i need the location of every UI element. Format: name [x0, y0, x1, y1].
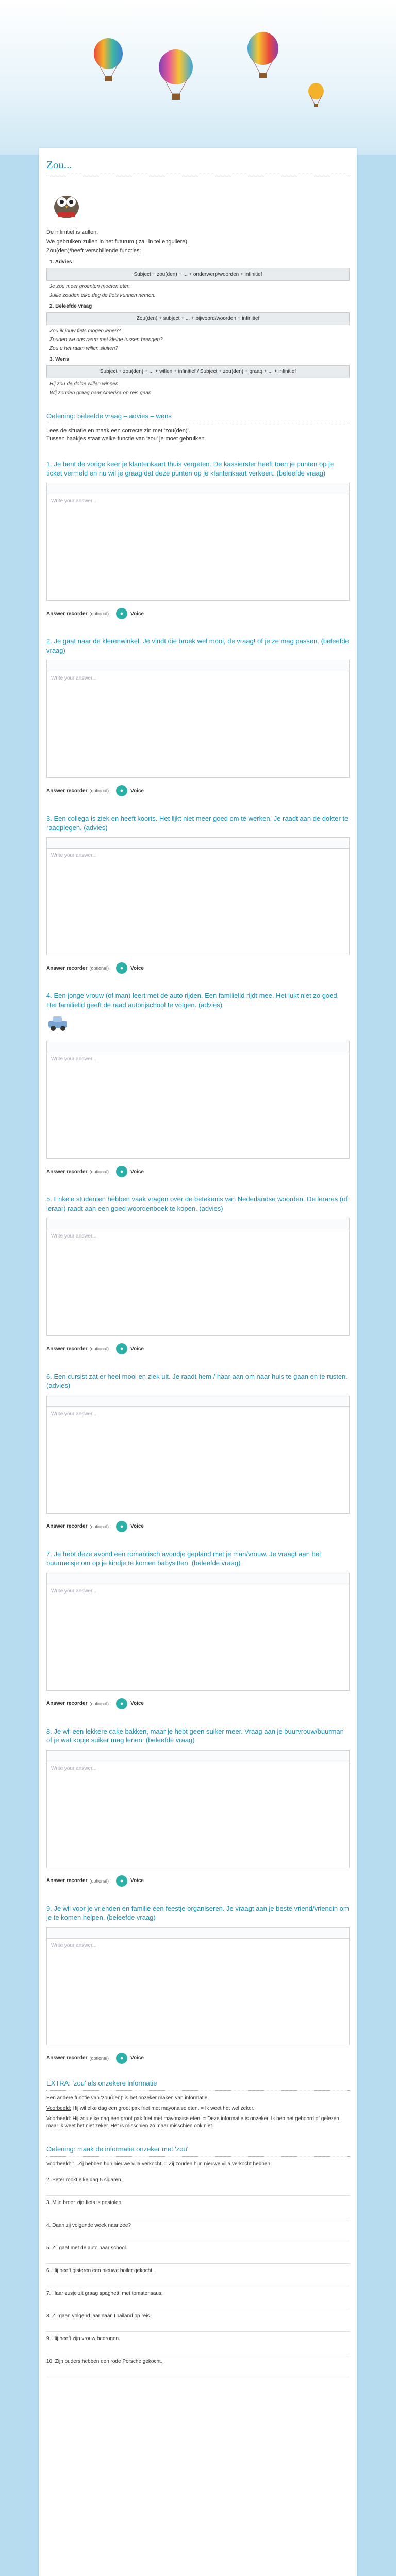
- answer-recorder: [46, 1166, 350, 1177]
- hot-air-balloon-icon: [158, 49, 194, 111]
- editor-toolbar[interactable]: [46, 1396, 350, 1406]
- answer-field[interactable]: Write your answer...: [46, 1938, 350, 2045]
- question-block: [46, 1727, 350, 1887]
- question-text: 2. Je gaat naar de klerenwinkel. Je vindt die broek wel mooi, de vraag! of je ze mag passen. (beleefde vraag): [46, 637, 349, 654]
- list-item[interactable]: [46, 2332, 350, 2354]
- list-item-text: 5. Zij gaat met de auto naar school.: [46, 2245, 127, 2251]
- question-text: 1. Je bent de vorige keer je klantenkaart thuis vergeten. De kassierster heeft toen je punten op je ticket vermeld en nu wil je graag dat deze punten op je klantenkaart verkeert. (beleefde vraag): [46, 460, 334, 477]
- question-text: 8. Je wil een lekkere cake bakken, maar je hebt geen suiker meer. Vraag aan je buurvrouw/buurman of je wat kopje suiker mag lenen. (beleefde vraag): [46, 1727, 344, 1744]
- exercise-instruction: Lees de situatie en maak een correcte zin met 'zou(den)'.: [46, 428, 190, 434]
- editor-toolbar[interactable]: [46, 1218, 350, 1229]
- editor-toolbar[interactable]: [46, 837, 350, 848]
- list-item-text: 6. Hij heeft gisteren een nieuwe boiler gekocht.: [46, 2267, 154, 2274]
- formula-box: Subject + zou(den) + ... + willen + infinitief / Subject + zou(den) + graag + ... + infinitief: [46, 365, 350, 378]
- answer-field[interactable]: Write your answer...: [46, 1229, 350, 1336]
- answer-recorder: [46, 1875, 350, 1887]
- recorder-optional: (optional): [89, 965, 109, 971]
- microphone-icon[interactable]: ●: [116, 2053, 127, 2064]
- question-text: 7. Je hebt deze avond een romantisch avondje gepland met je man/vrouw. Je vraagt aan het buurmeisje om op je kindje te komen babysitten. (beleefde vraag): [46, 1550, 321, 1567]
- answer-field[interactable]: Write your answer...: [46, 494, 350, 601]
- recorder-label: Answer recorder: [46, 1878, 88, 1884]
- voice-label: Voice: [130, 611, 144, 617]
- editor-toolbar[interactable]: [46, 483, 350, 494]
- microphone-icon[interactable]: ●: [116, 1698, 127, 1709]
- recorder-label: Answer recorder: [46, 2055, 88, 2061]
- use-advice-heading: 1. Advies: [50, 259, 72, 265]
- voice-label: Voice: [130, 1346, 144, 1352]
- answer-recorder: [46, 1698, 350, 1709]
- microphone-icon[interactable]: ●: [116, 785, 127, 796]
- hot-air-balloon-icon: [93, 38, 124, 90]
- question-block: [46, 1195, 350, 1354]
- example-sentence: Hij zou de dolce willen winnen.: [50, 381, 120, 387]
- exercise2-title: Oefening: maak de informatie onzeker met 'zou': [46, 2142, 350, 2157]
- question-block: [46, 637, 350, 796]
- recorder-label: Answer recorder: [46, 1168, 88, 1175]
- answer-field[interactable]: Write your answer...: [46, 1761, 350, 1868]
- list-item[interactable]: [46, 2264, 350, 2286]
- question-block: [46, 991, 350, 1177]
- list-item-text: 3. Mijn broer zijn fiets is gestolen.: [46, 2199, 123, 2206]
- recorder-optional: (optional): [89, 1346, 109, 1352]
- question-text: 9. Je wil voor je vrienden en familie een feestje organiseren. Je vraagt aan je beste vriend/vriendin om je te komen helpen. (beleefde vraag): [46, 1904, 349, 1922]
- microphone-icon[interactable]: ●: [116, 608, 127, 619]
- answer-recorder: [46, 962, 350, 974]
- list-item[interactable]: [46, 2218, 350, 2241]
- list-item-text: 10. Zijn ouders hebben een rode Porsche gekocht.: [46, 2358, 162, 2364]
- exercise2-list: [46, 2173, 350, 2377]
- editor-toolbar[interactable]: [46, 1750, 350, 1761]
- use-polite-question-heading: 2. Beleefde vraag: [50, 303, 92, 309]
- voice-label: Voice: [130, 788, 144, 794]
- owl-mascot-icon: [48, 187, 85, 221]
- page-title: Zou...: [46, 157, 350, 177]
- editor-toolbar[interactable]: [46, 1927, 350, 1938]
- voice-label: Voice: [130, 1701, 144, 1707]
- example-text: Hij zou elke dag een groot pak friet met mayonaise eten. = Deze informatie is onzeker. Ik heb het gehoord of gelezen, maar ik weet het niet zeker. Het is misschien zo maar misschien ook niet.: [46, 2115, 341, 2129]
- recorder-label: Answer recorder: [46, 965, 88, 971]
- exercise-instruction: Tussen haakjes staat welke functie van 'zou' je moet gebruiken.: [46, 436, 206, 442]
- list-item-text: 7. Haar zusje zit graag spaghetti met tomatensaus.: [46, 2290, 163, 2296]
- recorder-label: Answer recorder: [46, 788, 88, 794]
- recorder-optional: (optional): [89, 2055, 109, 2061]
- answer-recorder: [46, 2053, 350, 2064]
- answer-field[interactable]: Write your answer...: [46, 1406, 350, 1514]
- extra-example: [46, 2105, 350, 2112]
- formula-box: Zou(den) + subject + ... + bijwoord/woorden + infinitief: [46, 312, 350, 325]
- list-item-text: 8. Zij gaan volgend jaar naar Thailand op reis.: [46, 2313, 152, 2319]
- list-item-text: 9. Hij heeft zijn vrouw bedrogen.: [46, 2335, 120, 2342]
- question-block: [46, 460, 350, 619]
- answer-field[interactable]: Write your answer...: [46, 1584, 350, 1691]
- answer-field[interactable]: Write your answer...: [46, 848, 350, 955]
- use-wish-heading: 3. Wens: [50, 357, 69, 362]
- microphone-icon[interactable]: ●: [116, 1343, 127, 1354]
- editor-toolbar[interactable]: [46, 1041, 350, 1052]
- question-block: [46, 1550, 350, 1709]
- voice-label: Voice: [130, 965, 144, 971]
- answer-recorder: [46, 608, 350, 619]
- answer-recorder: [46, 1343, 350, 1354]
- formula-box: Subject + zou(den) + ... + onderwerp/woorden + infinitief: [46, 268, 350, 281]
- question-block: [46, 1372, 350, 1532]
- answer-recorder: [46, 1521, 350, 1532]
- example-text: Hij wil elke dag een groot pak friet met mayonaise eten. = Ik weet het wel zeker.: [72, 2105, 255, 2111]
- extra-paragraph: Een andere functie van 'zou(den)' is het onzeker maken van informatie.: [46, 2095, 209, 2101]
- recorder-optional: (optional): [89, 1878, 109, 1884]
- content-sheet: [39, 148, 357, 2576]
- microphone-icon[interactable]: ●: [116, 962, 127, 974]
- car-illustration-icon: [46, 1012, 69, 1033]
- microphone-icon[interactable]: ●: [116, 1521, 127, 1532]
- recorder-label: Answer recorder: [46, 1346, 88, 1352]
- microphone-icon[interactable]: ●: [116, 1875, 127, 1887]
- example-sentence: Wij zouden graag naar Amerika op reis gaan.: [50, 390, 153, 396]
- hot-air-balloon-icon: [307, 82, 325, 111]
- example-sentence: Zou u het raam willen sluiten?: [50, 346, 118, 351]
- recorder-optional: (optional): [89, 1701, 109, 1706]
- example-label: Voorbeeld:: [46, 2115, 71, 2122]
- question-text: 4. Een jonge vrouw (of man) leert met de auto rijden. Een familielid rijdt mee. Het lukt niet zo goed. Het familielid geeft de raad autorijschool te volgen. (advies): [46, 992, 339, 1009]
- intro-line-1: De infinitief is zullen.: [46, 229, 98, 235]
- list-item[interactable]: [46, 2241, 350, 2264]
- extra-section-title: EXTRA: 'zou' als onzekere informatie: [46, 2076, 350, 2091]
- example-sentence: Je zou meer groenten moeten eten.: [50, 284, 131, 290]
- answer-recorder: [46, 785, 350, 796]
- answer-field[interactable]: Write your answer...: [46, 671, 350, 778]
- microphone-icon[interactable]: ●: [116, 1166, 127, 1177]
- list-item[interactable]: [46, 2173, 350, 2196]
- example-sentence: Zouden we ons raam met kleine tussen brengen?: [50, 337, 163, 343]
- editor-toolbar[interactable]: [46, 660, 350, 671]
- voice-label: Voice: [130, 1168, 144, 1175]
- example-label: Voorbeeld:: [46, 2105, 71, 2111]
- recorder-optional: (optional): [89, 1523, 109, 1529]
- list-item[interactable]: [46, 2354, 350, 2377]
- recorder-label: Answer recorder: [46, 1701, 88, 1707]
- question-text: 6. Een cursist zat er heel mooi en ziek uit. Je raadt hem / haar aan om naar huis te gaan en te rusten. (advies): [46, 1372, 348, 1390]
- question-text: 5. Enkele studenten hebben vaak vragen over de betekenis van Nederlandse woorden. De lerares (of leraar) raadt aan een goed woordenboek te kopen. (advies): [46, 1195, 348, 1212]
- recorder-optional: (optional): [89, 611, 109, 617]
- voice-label: Voice: [130, 2055, 144, 2061]
- exercise2-example: Voorbeeld: 1. Zij hebben hun nieuwe villa verkocht. = Zij zouden hun nieuwe villa verkocht hebben.: [46, 2161, 272, 2167]
- list-item[interactable]: [46, 2309, 350, 2332]
- intro-line-2: We gebruiken zullen in het futurum ('zal' in tel enguliere).: [46, 239, 189, 245]
- recorder-label: Answer recorder: [46, 1523, 88, 1530]
- exercise-title: Oefening: beleefde vraag – advies – wens: [46, 405, 350, 423]
- intro-line-3: Zou(den)/heeft verschillende functies:: [46, 248, 141, 254]
- list-item-text: 2. Peter rookt elke dag 5 sigaren.: [46, 2177, 123, 2183]
- recorder-optional: (optional): [89, 1169, 109, 1175]
- recorder-label: Answer recorder: [46, 611, 88, 617]
- page-header-background: [0, 0, 396, 155]
- list-item[interactable]: [46, 2286, 350, 2309]
- question-block: [46, 1904, 350, 2064]
- question-block: [46, 814, 350, 974]
- editor-toolbar[interactable]: [46, 1573, 350, 1584]
- hot-air-balloon-icon: [246, 32, 279, 89]
- example-sentence: Jullie zouden elke dag de fiets kunnen nemen.: [50, 293, 156, 298]
- extra-example: [46, 2115, 350, 2130]
- voice-label: Voice: [130, 1878, 144, 1884]
- question-text: 3. Een collega is ziek en heeft koorts. Het lijkt niet meer goed om te werken. Je raadt aan de dokter te raadplegen. (advies): [46, 815, 349, 832]
- voice-label: Voice: [130, 1523, 144, 1530]
- list-item[interactable]: [46, 2196, 350, 2218]
- example-sentence: Zou ik jouw fiets mogen lenen?: [50, 328, 121, 334]
- answer-field[interactable]: Write your answer...: [46, 1052, 350, 1159]
- list-item-text: 4. Daan zij volgende week naar zee?: [46, 2222, 131, 2228]
- recorder-optional: (optional): [89, 788, 109, 794]
